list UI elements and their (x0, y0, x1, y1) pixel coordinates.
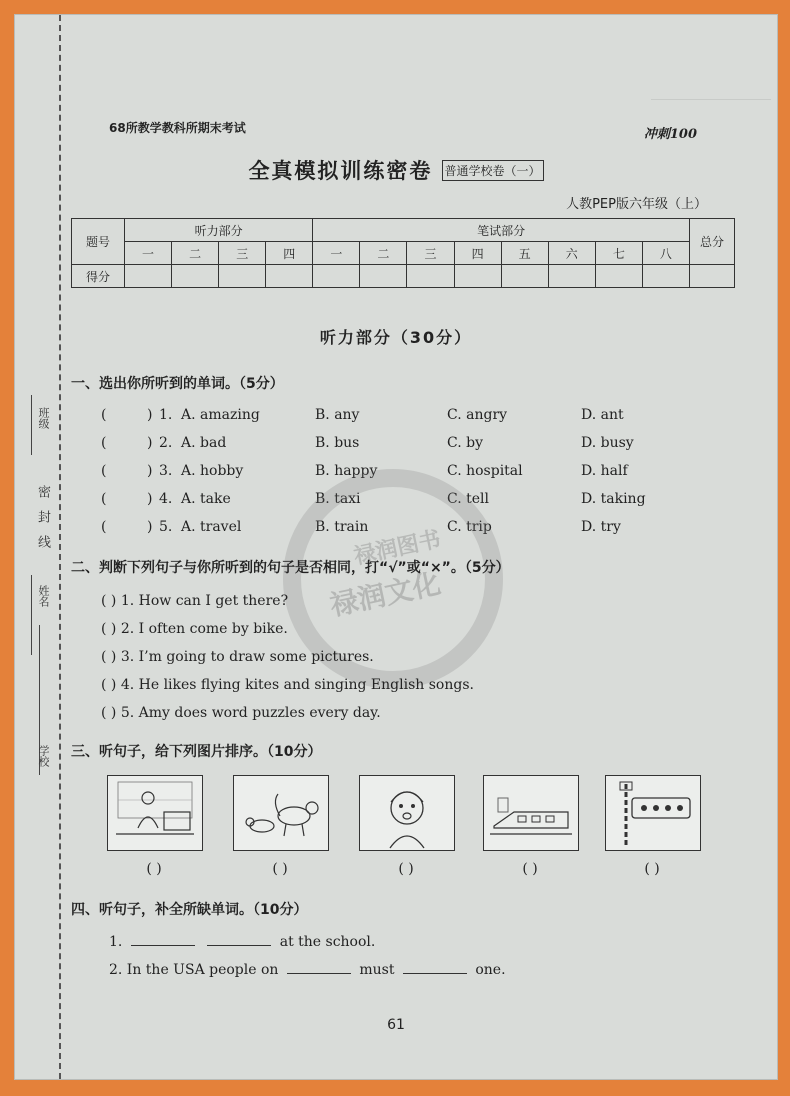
line-text: at the school. (279, 934, 376, 950)
tf-question-row[interactable]: ( ) 1. How can I get there? (101, 593, 289, 609)
option-d: D. ant (581, 407, 624, 423)
picture-order-answer[interactable]: ( ) (398, 861, 414, 877)
picture-bus-stop-sign (605, 775, 701, 851)
written-col: 三 (407, 242, 454, 265)
listening-col: 二 (172, 242, 219, 265)
option-b: B. train (315, 519, 369, 535)
cats-illustration (234, 776, 328, 850)
answer-paren-close: ) (147, 407, 153, 423)
option-a: A. amazing (181, 407, 260, 423)
written-col: 五 (501, 242, 548, 265)
score-row-label: 得分 (72, 265, 125, 288)
watermark-line-2: 禄润文化 (327, 566, 444, 623)
option-b: B. happy (315, 463, 378, 479)
name-blank-line (31, 575, 32, 655)
score-cell[interactable] (172, 265, 219, 288)
listening-header: 听力部分 (125, 219, 313, 242)
tf-question-row[interactable]: ( ) 2. I often come by bike. (101, 621, 288, 637)
option-c: C. tell (447, 491, 489, 507)
mc-question-row (101, 407, 741, 431)
score-cell[interactable] (125, 265, 172, 288)
q4-title: 四、听句子，补全所缺单词。（10分） (71, 902, 308, 918)
score-cell[interactable] (548, 265, 595, 288)
line-text: one. (475, 962, 506, 978)
option-b: B. taxi (315, 491, 361, 507)
series-title: 68所教学教科所期末考试 (109, 121, 246, 135)
listening-col: 一 (125, 242, 172, 265)
class-blank-line (31, 395, 32, 455)
exam-page (14, 14, 778, 1080)
answer-paren-open[interactable]: ( (101, 519, 107, 535)
option-a: A. take (181, 491, 231, 507)
seal-line-label: 密封线 (35, 485, 50, 560)
answer-paren-close: ) (147, 463, 153, 479)
person-computer-illustration (108, 776, 202, 850)
listening-col: 三 (219, 242, 266, 265)
option-a: A. travel (181, 519, 242, 535)
written-col: 七 (595, 242, 642, 265)
written-col: 六 (548, 242, 595, 265)
option-a: A. hobby (181, 463, 244, 479)
line-number: 1. (109, 934, 123, 950)
written-col: 四 (454, 242, 501, 265)
option-d: D. try (581, 519, 621, 535)
question-number: 1. (159, 407, 173, 423)
total-score-cell[interactable] (690, 265, 735, 288)
written-col: 八 (642, 242, 689, 265)
option-a: A. bad (181, 435, 227, 451)
option-c: C. by (447, 435, 483, 451)
page-number: 61 (387, 1017, 405, 1033)
school-label: 学校 (37, 745, 50, 767)
option-c: C. hospital (447, 463, 523, 479)
line-text: 2. In the USA people on (109, 962, 279, 978)
option-c: C. angry (447, 407, 508, 423)
paper-type-badge: 普通学校卷（一） (442, 160, 544, 181)
tf-question-row[interactable]: ( ) 5. Amy does word puzzles every day. (101, 705, 381, 721)
answer-paren-open[interactable]: ( (101, 463, 107, 479)
answer-blank[interactable] (207, 933, 271, 946)
picture-cats (233, 775, 329, 851)
class-label: 班级 (37, 407, 50, 429)
option-d: D. busy (581, 435, 634, 451)
written-col: 二 (360, 242, 407, 265)
answer-paren-open[interactable]: ( (101, 407, 107, 423)
written-header: 笔试部分 (313, 219, 690, 242)
question-number: 2. (159, 435, 173, 451)
title-row (15, 155, 777, 185)
mc-question-row (101, 435, 741, 459)
listening-col: 四 (266, 242, 313, 265)
q2-title: 二、判断下列句子与你所听到的句子是否相同，打“√”或“×”。（5分） (71, 560, 510, 576)
score-cell[interactable] (407, 265, 454, 288)
picture-order-answer[interactable]: ( ) (146, 861, 162, 877)
question-number: 4. (159, 491, 173, 507)
picture-order-answer[interactable]: ( ) (272, 861, 288, 877)
answer-paren-open[interactable]: ( (101, 491, 107, 507)
option-d: D. taking (581, 491, 646, 507)
brand-logo-text: 冲刺100 (643, 127, 697, 142)
score-cell[interactable] (454, 265, 501, 288)
answer-paren-close: ) (147, 519, 153, 535)
fill-in-line-2 (109, 961, 506, 978)
score-cell[interactable] (642, 265, 689, 288)
tf-question-row[interactable]: ( ) 4. He likes flying kites and singing English songs. (101, 677, 474, 693)
watermark-line-1: 禄润图书 (351, 527, 444, 570)
answer-paren-open[interactable]: ( (101, 435, 107, 451)
question-number-header: 题号 (72, 219, 125, 265)
edition-label: 人教PEP版六年级（上） (566, 197, 707, 212)
fill-in-line-1 (109, 933, 375, 950)
score-cell[interactable] (595, 265, 642, 288)
score-cell[interactable] (360, 265, 407, 288)
written-col: 一 (313, 242, 360, 265)
option-b: B. any (315, 407, 360, 423)
picture-train (483, 775, 579, 851)
bus-stop-sign-illustration (606, 776, 700, 850)
name-label: 姓名 (37, 585, 50, 607)
total-header: 总分 (690, 219, 735, 265)
score-cell[interactable] (501, 265, 548, 288)
tf-question-row[interactable]: ( ) 3. I’m going to draw some pictures. (101, 649, 374, 665)
answer-paren-close: ) (147, 491, 153, 507)
q3-title: 三、听句子，给下列图片排序。（10分） (71, 744, 322, 760)
answer-blank[interactable] (131, 933, 195, 946)
picture-scared-boy (359, 775, 455, 851)
question-number: 3. (159, 463, 173, 479)
score-cell[interactable] (219, 265, 266, 288)
picture-order-answer[interactable]: ( ) (644, 861, 660, 877)
option-c: C. trip (447, 519, 492, 535)
answer-paren-close: ) (147, 435, 153, 451)
question-number: 5. (159, 519, 173, 535)
scared-boy-illustration (360, 776, 454, 850)
paper-title: 全真模拟训练密卷 (248, 159, 433, 183)
picture-person-at-computer (107, 775, 203, 851)
option-d: D. half (581, 463, 628, 479)
q1-title: 一、选出你所听到的单词。（5分） (71, 376, 284, 392)
option-b: B. bus (315, 435, 360, 451)
listening-section-heading: 听力部分（30分） (319, 328, 473, 347)
picture-order-answer[interactable]: ( ) (522, 861, 538, 877)
train-illustration (484, 776, 578, 850)
answer-blank[interactable] (287, 961, 351, 974)
answer-blank[interactable] (403, 961, 467, 974)
score-cell[interactable] (313, 265, 360, 288)
score-cell[interactable] (266, 265, 313, 288)
line-text: must (359, 962, 395, 978)
score-table (71, 218, 735, 288)
